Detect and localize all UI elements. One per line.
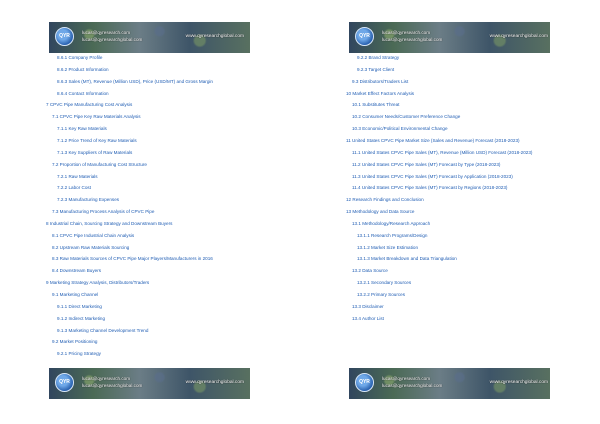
footer-banner bbox=[349, 368, 550, 399]
toc-entry[interactable]: 9.2 Market Positioning bbox=[52, 339, 98, 345]
toc-entry[interactable]: 13.3 Disclaimer bbox=[352, 303, 384, 309]
banner-web-email: lucas@qyresearchglobal.com bbox=[82, 37, 143, 42]
toc-entry[interactable]: 9.2.2 Brand Strategy bbox=[357, 55, 400, 60]
toc-entry[interactable]: 11.4 United States CPVC Pipe Sales (MT) Forecast by Regions (2018-2023) bbox=[352, 185, 508, 191]
company-logo: QYR bbox=[355, 27, 374, 46]
toc-entry[interactable]: 8 Industrial Chain, Sourcing Strategy and Downstream Buyers bbox=[46, 220, 173, 226]
banner-web-email: lucas@qyresearchglobal.com bbox=[82, 383, 143, 388]
toc-entry[interactable]: 7.2.2 Labor Cost bbox=[57, 185, 91, 191]
banner-email: lucas@qyresearch.com bbox=[382, 376, 431, 381]
company-logo: QYR bbox=[55, 373, 74, 392]
toc-entry[interactable]: 13.1.1 Research Programs/Design bbox=[357, 232, 428, 238]
toc-entry[interactable]: 10.3 Economic/Political Environmental Change bbox=[352, 126, 448, 132]
banner-url: www.qyresearchglobal.com bbox=[489, 380, 548, 385]
toc-entry[interactable]: 7.1 CPVC Pipe Key Raw Materials Analysis bbox=[52, 114, 141, 120]
company-logo: QYR bbox=[55, 27, 74, 46]
toc-entry[interactable]: 13.2 Data Source bbox=[352, 268, 388, 274]
banner-email: lucas@qyresearch.com bbox=[82, 376, 131, 381]
header-banner bbox=[349, 22, 550, 53]
toc-entry[interactable]: 12 Research Findings and Conclusion bbox=[346, 197, 424, 203]
toc-entry[interactable]: 8.1 CPVC Pipe Industrial Chain Analysis bbox=[52, 232, 135, 238]
toc-entry[interactable]: 8.3 Raw Materials Sources of CPVC Pipe Major Players/Manufacturers in 2016 bbox=[52, 256, 213, 262]
toc-entry[interactable]: 11 United States CPVC Pipe Market Size (Sales and Revenue) Forecast (2018-2023) bbox=[346, 137, 520, 143]
toc-entry[interactable]: 9.1.2 Indirect Marketing bbox=[57, 315, 106, 321]
company-logo: QYR bbox=[355, 373, 374, 392]
toc-entry[interactable]: 10.1 Substitutes Threat bbox=[352, 102, 400, 108]
toc-entry[interactable]: 13.1.2 Market Size Estimation bbox=[357, 244, 419, 250]
banner-email: lucas@qyresearch.com bbox=[82, 30, 131, 35]
toc-entry[interactable]: 7.1.3 Key Suppliers of Raw Materials bbox=[57, 149, 133, 155]
toc-entry[interactable]: 9.3 Distributors/Traders List bbox=[352, 78, 409, 84]
toc-entry[interactable]: 8.6.2 Product Information bbox=[57, 66, 109, 72]
right-page bbox=[300, 0, 600, 424]
banner-web-email: lucas@qyresearchglobal.com bbox=[382, 383, 443, 388]
toc-entry[interactable]: 8.6.3 Sales (MT), Revenue (Million USD), Price (USD/MT) and Gross Margin bbox=[57, 78, 213, 84]
toc-entry[interactable]: 8.6.4 Contact Information bbox=[57, 90, 109, 96]
toc-entry[interactable]: 8.6.1 Company Profile bbox=[57, 55, 103, 60]
toc-entry[interactable]: 13 Methodology and Data Source bbox=[346, 209, 415, 215]
toc-entry[interactable]: 13.2.1 Secondary Sources bbox=[357, 280, 412, 286]
banner-url: www.qyresearchglobal.com bbox=[185, 380, 244, 385]
toc-entry[interactable]: 7.1.1 Key Raw Materials bbox=[57, 126, 107, 132]
toc-entry[interactable]: 7.2.1 Raw Materials bbox=[57, 173, 98, 179]
banner-web-email: lucas@qyresearchglobal.com bbox=[382, 37, 443, 42]
toc-entry[interactable]: 11.3 United States CPVC Pipe Sales (MT) Forecast by Application (2018-2023) bbox=[352, 173, 513, 179]
toc-entry[interactable]: 9.1.1 Direct Marketing bbox=[57, 303, 102, 309]
toc-entry[interactable]: 9.1 Marketing Channel bbox=[52, 292, 99, 297]
toc-entry[interactable]: 9 Marketing Strategy Analysis, Distributors/Traders bbox=[46, 280, 150, 286]
toc-entry[interactable]: 7.1.2 Price Trend of Key Raw Materials bbox=[57, 137, 137, 143]
toc-entry[interactable]: 13.4 Author List bbox=[352, 315, 384, 321]
toc-entry[interactable]: 13.2.2 Primary Sources bbox=[357, 292, 405, 297]
toc-entry[interactable]: 8.4 Downstream Buyers bbox=[52, 268, 102, 274]
banner-url: www.qyresearchglobal.com bbox=[185, 34, 244, 39]
banner-email: lucas@qyresearch.com bbox=[382, 30, 431, 35]
toc-entry[interactable]: 7.2 Proportion of Manufacturing Cost Structure bbox=[52, 161, 147, 167]
toc-entry[interactable]: 7.3 Manufacturing Process Analysis of CPVC Pipe bbox=[52, 209, 155, 215]
toc-entry[interactable]: 9.2.3 Target Client bbox=[357, 66, 395, 72]
toc-entry[interactable]: 10.2 Consumer Needs/Customer Preference Change bbox=[352, 114, 461, 120]
footer-banner bbox=[49, 368, 250, 399]
toc-entry[interactable]: 9.2.1 Pricing Strategy bbox=[57, 351, 101, 357]
toc-entry[interactable]: 9.1.3 Marketing Channel Development Trend bbox=[57, 327, 149, 333]
toc-entry[interactable]: 7 CPVC Pipe Manufacturing Cost Analysis bbox=[46, 102, 133, 108]
toc-entry[interactable]: 13.1.3 Market Breakdown and Data Triangulation bbox=[357, 256, 457, 262]
toc-entry[interactable]: 11.1 United States CPVC Pipe Sales (MT), Revenue (Million USD) Forecast (2018-2023) bbox=[352, 149, 533, 155]
banner-url: www.qyresearchglobal.com bbox=[489, 34, 548, 39]
header-banner bbox=[49, 22, 250, 53]
toc-entry[interactable]: 10 Market Effect Factors Analysis bbox=[346, 90, 415, 96]
toc-entry[interactable]: 13.1 Methodology/Research Approach bbox=[352, 220, 431, 226]
toc-entry[interactable]: 11.2 United States CPVC Pipe Sales (MT) Forecast by Type (2018-2023) bbox=[352, 161, 501, 167]
toc-entry[interactable]: 8.2 Upstream Raw Materials Sourcing bbox=[52, 244, 130, 250]
toc-entry[interactable]: 7.2.3 Manufacturing Expenses bbox=[57, 197, 120, 203]
